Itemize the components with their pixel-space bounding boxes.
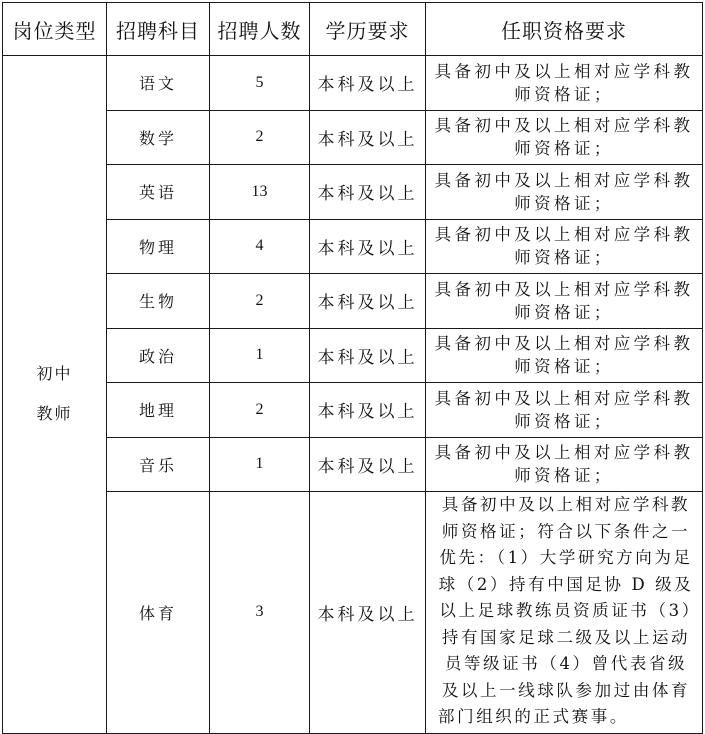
qualification-cell: 具备初中及以上相对应学科教师资格证；	[426, 56, 703, 111]
header-count: 招聘人数	[210, 3, 310, 56]
count-cell: 5	[210, 56, 310, 111]
subject-cell: 数学	[107, 110, 210, 165]
subject-cell: 体育	[107, 492, 210, 734]
qualification-cell: 具备初中及以上相对应学科教师资格证；	[426, 383, 703, 438]
education-cell: 本科及以上	[310, 492, 426, 734]
subject-cell: 英语	[107, 165, 210, 220]
header-qualification: 任职资格要求	[426, 3, 703, 56]
table-row	[3, 492, 703, 734]
subject-cell: 语文	[107, 56, 210, 111]
category-line-2: 教师	[36, 404, 73, 424]
subject-cell: 政治	[107, 328, 210, 383]
education-cell: 本科及以上	[310, 110, 426, 165]
education-cell: 本科及以上	[310, 165, 426, 220]
count-cell: 1	[210, 328, 310, 383]
count-cell: 2	[210, 274, 310, 329]
count-cell: 3	[210, 492, 310, 734]
count-cell: 2	[210, 110, 310, 165]
qualification-cell: 具备初中及以上相对应学科教师资格证；	[426, 110, 703, 165]
recruitment-table	[2, 2, 703, 734]
qualification-cell: 具备初中及以上相对应学科教师资格证；符合以下条件之一优先：（1）大学研究方向为足球（2）持有中国足协 D 级及以上足球教练员资质证书（3）持有国家足球二级及以上运动员等级证书（4）曾代表省级及以上一线球队参加过由体育部门组织的正式赛事。	[426, 492, 703, 734]
education-cell: 本科及以上	[310, 437, 426, 492]
qualification-cell: 具备初中及以上相对应学科教师资格证；	[426, 274, 703, 329]
table-row	[3, 437, 703, 492]
header-row	[3, 3, 703, 56]
education-cell: 本科及以上	[310, 274, 426, 329]
table-row	[3, 328, 703, 383]
table-row	[3, 56, 703, 111]
education-cell: 本科及以上	[310, 219, 426, 274]
table-row	[3, 383, 703, 438]
subject-cell: 音乐	[107, 437, 210, 492]
subject-cell: 生物	[107, 274, 210, 329]
count-cell: 13	[210, 165, 310, 220]
subject-cell: 地理	[107, 383, 210, 438]
education-cell: 本科及以上	[310, 56, 426, 111]
position-category-cell	[3, 56, 107, 734]
header-subject: 招聘科目	[107, 3, 210, 56]
education-cell: 本科及以上	[310, 383, 426, 438]
table-row	[3, 110, 703, 165]
header-position-type: 岗位类型	[3, 3, 107, 56]
category-line-1: 初中	[36, 364, 73, 384]
count-cell: 1	[210, 437, 310, 492]
count-cell: 4	[210, 219, 310, 274]
count-cell: 2	[210, 383, 310, 438]
table-row	[3, 219, 703, 274]
qualification-cell: 具备初中及以上相对应学科教师资格证；	[426, 165, 703, 220]
qualification-cell: 具备初中及以上相对应学科教师资格证；	[426, 219, 703, 274]
subject-cell: 物理	[107, 219, 210, 274]
table-row	[3, 274, 703, 329]
education-cell: 本科及以上	[310, 328, 426, 383]
table-row	[3, 165, 703, 220]
qualification-cell: 具备初中及以上相对应学科教师资格证；	[426, 437, 703, 492]
qualification-cell: 具备初中及以上相对应学科教师资格证；	[426, 328, 703, 383]
header-education: 学历要求	[310, 3, 426, 56]
